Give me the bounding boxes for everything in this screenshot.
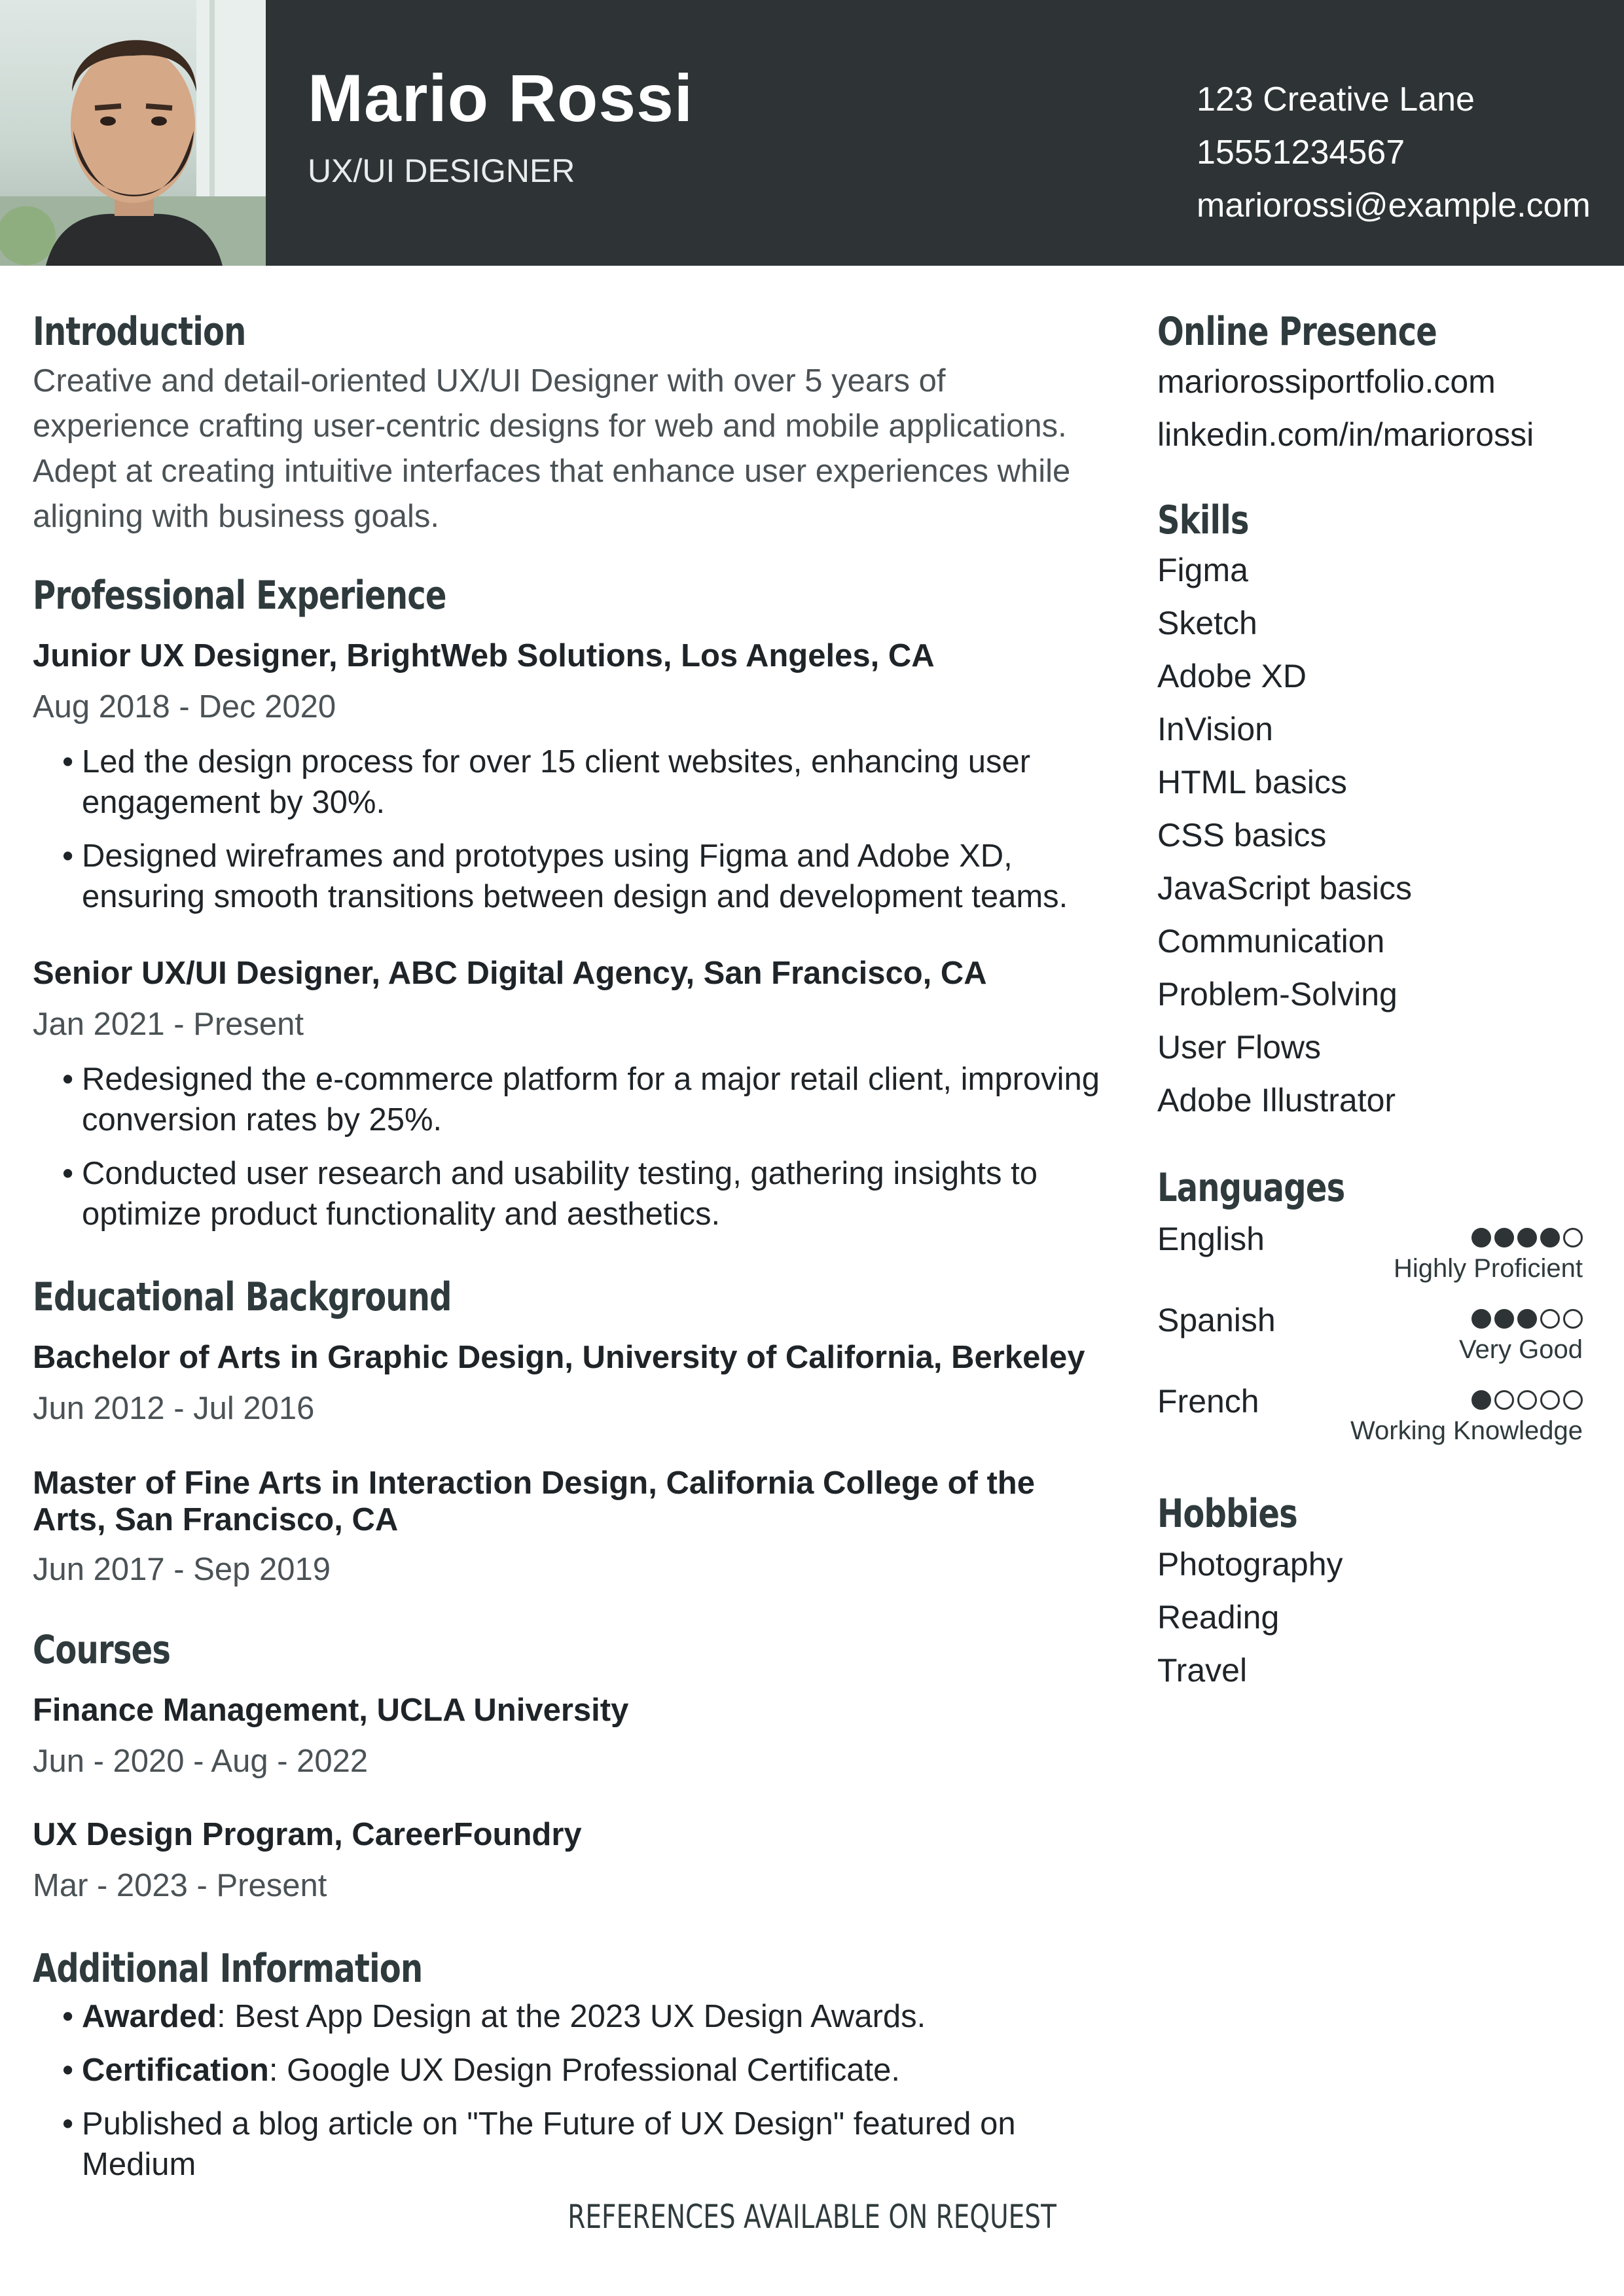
candidate-name: Mario Rossi	[308, 61, 694, 135]
job-role: Junior UX Designer, BrightWeb Solutions, Los Angeles, CA	[33, 638, 935, 673]
education-heading: Educational Background	[33, 1274, 452, 1320]
language-name: French	[1157, 1383, 1259, 1420]
skill-item: InVision	[1157, 711, 1273, 747]
skill-item: Adobe Illustrator	[1157, 1082, 1396, 1119]
additional-bullets	[62, 1996, 1110, 2198]
skill-item: Figma	[1157, 552, 1248, 588]
rating-dot-filled-icon	[1471, 1390, 1491, 1410]
bullet-text: Published a blog article on "The Future of UX Design" featured on Medium	[82, 2106, 1016, 2182]
degree-dates: Jun 2012 - Jul 2016	[33, 1391, 315, 1426]
course-dates: Jun - 2020 - Aug - 2022	[33, 1744, 369, 1779]
linkedin-link[interactable]: linkedin.com/in/mariorossi	[1157, 416, 1534, 453]
rating-dot-empty-icon	[1563, 1390, 1583, 1410]
rating-dot-empty-icon	[1540, 1309, 1560, 1329]
bullet-item: • Designed wireframes and prototypes using Figma and Adobe XD, ensuring smooth transitions between design and development teams.	[62, 836, 1110, 917]
online-heading: Online Presence	[1157, 309, 1437, 355]
references-note: REFERENCES AVAILABLE ON REQUEST	[568, 2198, 1056, 2236]
skill-item: CSS basics	[1157, 817, 1327, 853]
skill-item: Adobe XD	[1157, 658, 1307, 694]
introduction-heading: Introduction	[33, 309, 246, 355]
courses-heading: Courses	[33, 1627, 171, 1673]
bullet-text: : Best App Design at the 2023 UX Design Awards.	[217, 1999, 926, 2034]
footer	[0, 2198, 1624, 2236]
rating-dot-empty-icon	[1563, 1228, 1583, 1247]
bullet-item: • Led the design process for over 15 client websites, enhancing user engagement by 30%.	[62, 742, 1110, 823]
job-role: Senior UX/UI Designer, ABC Digital Agency, San Francisco, CA	[33, 956, 987, 991]
bullet-label: Awarded	[82, 1999, 217, 2034]
address: 123 Creative Lane	[1197, 81, 1475, 118]
languages-heading: Languages	[1157, 1165, 1345, 1211]
rating-dot-filled-icon	[1494, 1228, 1514, 1247]
profile-photo	[0, 0, 266, 266]
language-rating	[1471, 1228, 1583, 1251]
bullet-item	[62, 2104, 1110, 2185]
rating-dot-filled-icon	[1517, 1309, 1537, 1329]
skill-item: JavaScript basics	[1157, 870, 1413, 906]
language-rating	[1471, 1390, 1583, 1414]
degree-title: Master of Fine Arts in Interaction Design, California College of the Arts, San Francisco, CA	[33, 1465, 1035, 1537]
hobby-item: Travel	[1157, 1652, 1248, 1689]
job-bullets	[62, 742, 1110, 930]
rating-dot-filled-icon	[1517, 1228, 1537, 1247]
job-dates: Jan 2021 - Present	[33, 1007, 304, 1042]
language-level: Working Knowledge	[1350, 1416, 1583, 1445]
avatar-portrait-icon	[0, 0, 266, 266]
skill-item: Sketch	[1157, 605, 1257, 641]
job-dates: Aug 2018 - Dec 2020	[33, 689, 336, 725]
language-row	[1157, 1382, 1583, 1454]
rating-dot-empty-icon	[1563, 1309, 1583, 1329]
course-dates: Mar - 2023 - Present	[33, 1868, 327, 1903]
language-rating	[1471, 1309, 1583, 1333]
job-bullets	[62, 1059, 1110, 1247]
degree-title: Bachelor of Arts in Graphic Design, University of California, Berkeley	[33, 1340, 1085, 1375]
skill-item: Problem-Solving	[1157, 976, 1398, 1013]
rating-dot-empty-icon	[1540, 1390, 1560, 1410]
bullet-item: • Redesigned the e-commerce platform for a major retail client, improving conversion rates by 25%.	[62, 1059, 1110, 1140]
phone-number: 15551234567	[1197, 134, 1405, 171]
skills-heading: Skills	[1157, 497, 1249, 543]
bullet-item	[62, 1996, 1110, 2037]
rating-dot-empty-icon	[1517, 1390, 1537, 1410]
degree-dates: Jun 2017 - Sep 2019	[33, 1552, 331, 1587]
language-name: Spanish	[1157, 1302, 1276, 1338]
rating-dot-filled-icon	[1494, 1309, 1514, 1329]
language-row	[1157, 1301, 1583, 1373]
resume-header	[0, 0, 1624, 266]
language-name: English	[1157, 1221, 1265, 1257]
bullet-item	[62, 2050, 1110, 2090]
rating-dot-empty-icon	[1494, 1390, 1514, 1410]
experience-heading: Professional Experience	[33, 573, 446, 619]
rating-dot-filled-icon	[1471, 1309, 1491, 1329]
course-title: Finance Management, UCLA University	[33, 1693, 629, 1728]
hobby-item: Reading	[1157, 1599, 1280, 1636]
skill-item: Communication	[1157, 923, 1385, 960]
hobbies-heading: Hobbies	[1157, 1491, 1297, 1537]
additional-heading: Additional Information	[33, 1946, 423, 1992]
contact-info	[1197, 73, 1591, 232]
bullet-label: Certification	[82, 2053, 269, 2088]
bullet-item: • Conducted user research and usability testing, gathering insights to optimize product functionality and aesthetics.	[62, 1153, 1110, 1234]
job-title: UX/UI DESIGNER	[308, 152, 575, 189]
course-title: UX Design Program, CareerFoundry	[33, 1817, 582, 1852]
bullet-text: : Google UX Design Professional Certificate.	[268, 2053, 900, 2088]
rating-dot-filled-icon	[1471, 1228, 1491, 1247]
language-row	[1157, 1220, 1583, 1292]
email-link[interactable]: mariorossi@example.com	[1197, 187, 1591, 224]
skill-item: HTML basics	[1157, 764, 1347, 800]
hobby-item: Photography	[1157, 1546, 1343, 1583]
language-level: Very Good	[1458, 1335, 1583, 1364]
language-level: Highly Proficient	[1393, 1254, 1583, 1283]
skill-item: User Flows	[1157, 1029, 1322, 1066]
portfolio-link[interactable]: mariorossiportfolio.com	[1157, 363, 1496, 400]
rating-dot-filled-icon	[1540, 1228, 1560, 1247]
introduction-text: Creative and detail-oriented UX/UI Designer with over 5 years of experience crafting user-centric designs for web and mobile applications. Adept at creating intuitive interfaces that enhance user experiences while aligning with business goals.	[33, 363, 1071, 534]
